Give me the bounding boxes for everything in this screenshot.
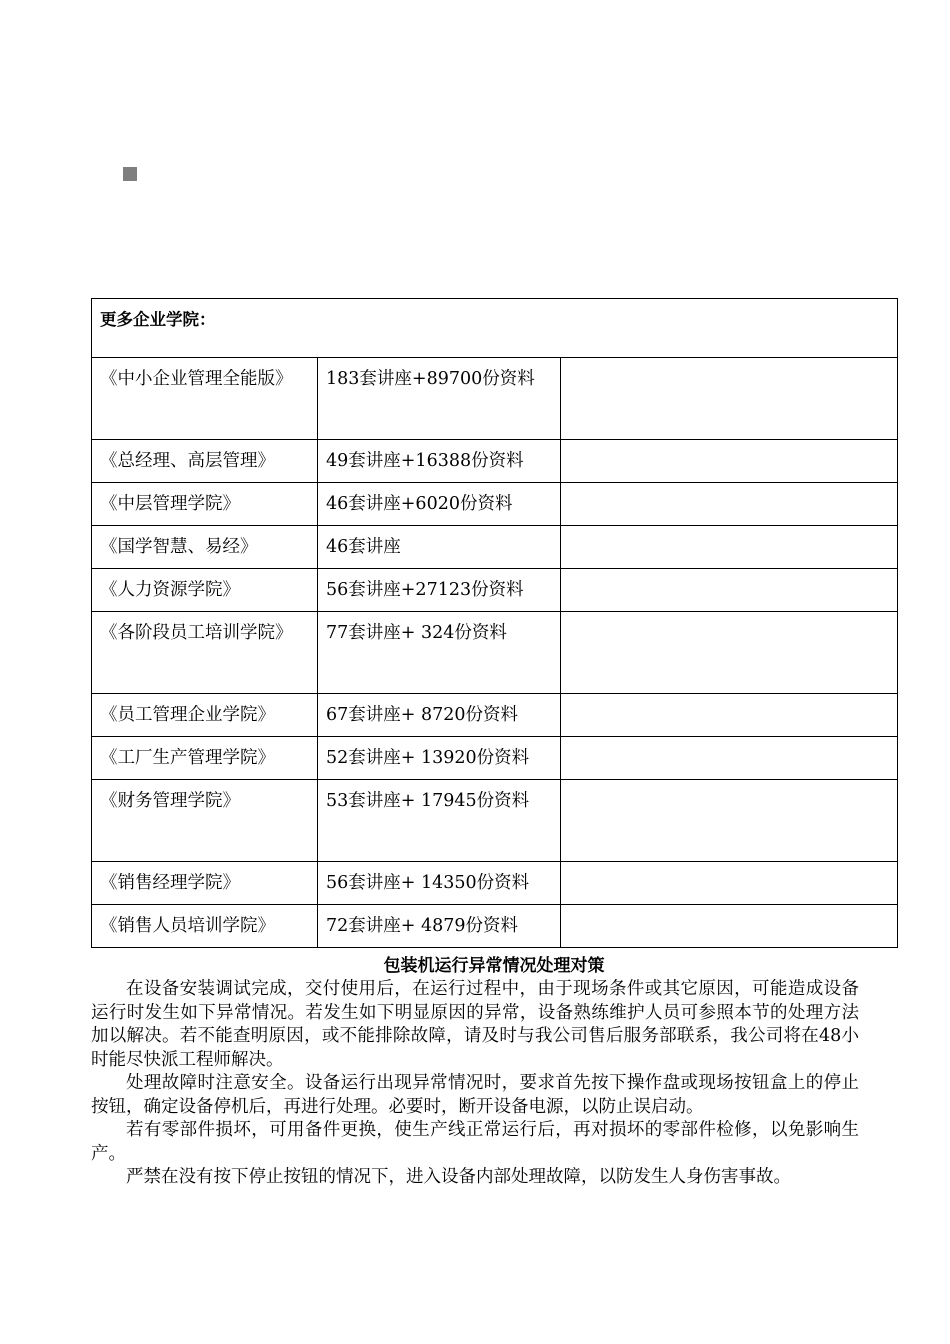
academy-extra (561, 358, 898, 440)
academy-name: 《人力资源学院》 (92, 569, 318, 612)
table-header-row (92, 299, 898, 358)
academy-name: 《工厂生产管理学院》 (92, 737, 318, 780)
academy-extra (561, 862, 898, 905)
table-row (92, 483, 898, 526)
academy-name: 《员工管理企业学院》 (92, 694, 318, 737)
article-body (91, 978, 859, 1190)
academy-detail: 53套讲座+ 17945份资料 (318, 780, 561, 862)
academy-extra (561, 780, 898, 862)
academy-name: 《销售人员培训学院》 (92, 905, 318, 948)
table-row (92, 862, 898, 905)
academy-name: 《国学智慧、易经》 (92, 526, 318, 569)
academy-extra (561, 526, 898, 569)
academy-extra (561, 737, 898, 780)
article-title: 包装机运行异常情况处理对策 (383, 956, 605, 976)
table-row (92, 737, 898, 780)
academy-detail: 52套讲座+ 13920份资料 (318, 737, 561, 780)
academy-detail: 72套讲座+ 4879份资料 (318, 905, 561, 948)
academy-name: 《各阶段员工培训学院》 (92, 612, 318, 694)
academy-detail: 49套讲座+16388份资料 (318, 440, 561, 483)
academy-detail: 67套讲座+ 8720份资料 (318, 694, 561, 737)
table-row (92, 526, 898, 569)
academy-name: 《销售经理学院》 (92, 862, 318, 905)
article-paragraph: 在设备安装调试完成，交付使用后，在运行过程中，由于现场条件或其它原因，可能造成设备运行时发生如下异常情况。若发生如下明显原因的异常，设备熟练维护人员可参照本节的处理方法加以解决。若不能查明原因，或不能排除故障，请及时与我公司售后服务部联系，我公司将在48小时能尽快派工程师解决。 (91, 979, 859, 1070)
academy-detail: 56套讲座+ 14350份资料 (318, 862, 561, 905)
academy-detail: 183套讲座+89700份资料 (318, 358, 561, 440)
academy-extra (561, 569, 898, 612)
academy-catalog-table (91, 298, 898, 948)
table-row (92, 569, 898, 612)
academy-detail: 56套讲座+27123份资料 (318, 569, 561, 612)
table-header: 更多企业学院： (92, 299, 898, 358)
academy-extra (561, 694, 898, 737)
table-row (92, 780, 898, 862)
academy-extra (561, 612, 898, 694)
academy-detail: 77套讲座+ 324份资料 (318, 612, 561, 694)
bullet-square-icon (123, 167, 137, 181)
table-row (92, 440, 898, 483)
table-row (92, 905, 898, 948)
table-row (92, 612, 898, 694)
academy-extra (561, 905, 898, 948)
academy-name: 《中小企业管理全能版》 (92, 358, 318, 440)
academy-name: 《中层管理学院》 (92, 483, 318, 526)
article-paragraph: 严禁在没有按下停止按钮的情况下，进入设备内部处理故障，以防发生人身伤害事故。 (126, 1167, 791, 1187)
article-paragraph: 若有零部件损坏，可用备件更换，使生产线正常运行后，再对损坏的零部件检修，以免影响生产。 (91, 1120, 859, 1164)
academy-name: 《财务管理学院》 (92, 780, 318, 862)
academy-extra (561, 483, 898, 526)
academy-extra (561, 440, 898, 483)
academy-detail: 46套讲座 (318, 526, 561, 569)
article-paragraph: 处理故障时注意安全。设备运行出现异常情况时，要求首先按下操作盘或现场按钮盒上的停止按钮，确定设备停机后，再进行处理。必要时，断开设备电源，以防止误启动。 (91, 1073, 859, 1117)
table-row (92, 358, 898, 440)
academy-detail: 46套讲座+6020份资料 (318, 483, 561, 526)
table-row (92, 694, 898, 737)
academy-name: 《总经理、高层管理》 (92, 440, 318, 483)
